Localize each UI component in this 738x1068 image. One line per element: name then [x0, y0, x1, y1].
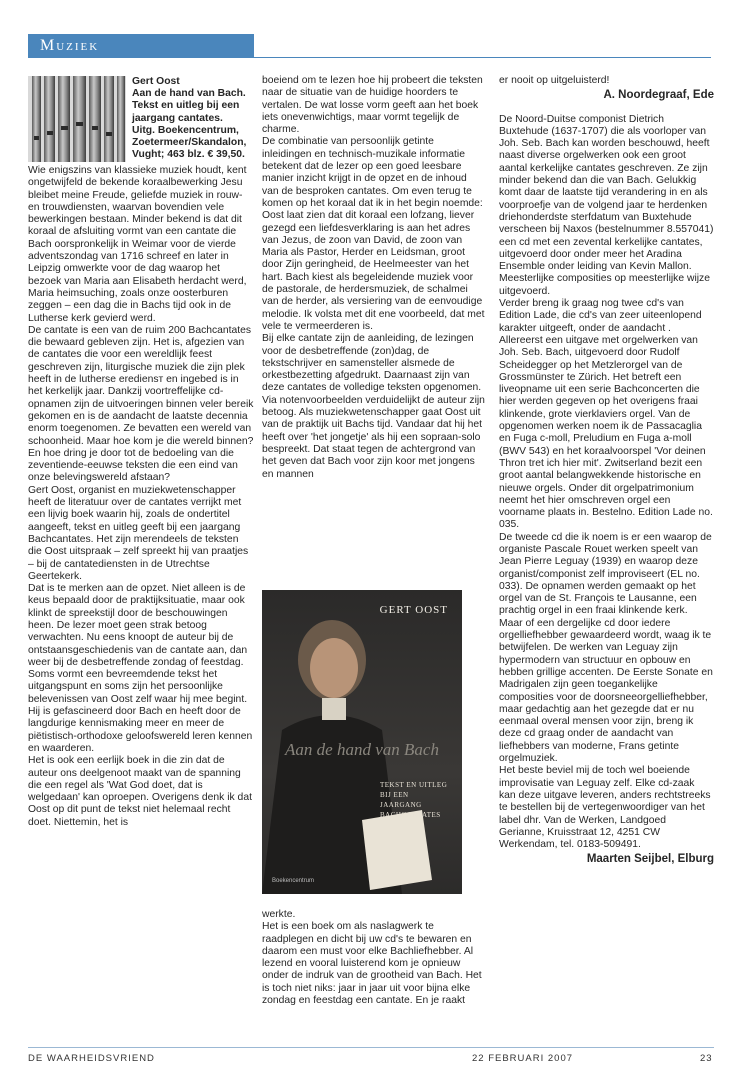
paragraph: Wie enigszins van klassieke muziek houdt, kent ongetwijfeld de bekende koraalbewerking Jesu bleibet meine Freude, geliefde muziek in rouw- en trouwdiensten, waarvan bovendien vele bewerkingen bestaan. Minder bekend is dat dit koraal de afsluiting vormt van een cantate die Bach oorspronkelijk in Weimar voor de vierde adventszondag van 1716 schreef en later in Leipzig omwerkte voor de dag waarop het bezoek van Maria aan Elisabeth herdacht werd, Maria heimsuching, zoals onze oosterburen zeggen – een dag die in Bachs tijd ook in de Lutherse kerk gevierd werd.: [28, 165, 247, 324]
cover-title: Aan de hand van Bach: [285, 740, 439, 759]
paragraph: De Noord-Duitse componist Dietrich Buxtehude (1637-1707) die als voorloper van Joh. Seb. Bach kan worden beschouwd, heeft naast diverse orgelwerken ook een groot aantal kerkelijke cantates geschreven. Ze zijn minder bekend dan die van Bach. Gelukkig komt daar de laatste tijd verandering in en als voorproefje van de volgend jaar te herdenken driehonderdste sterfdatum van Buxtehude verscheen bij Naxos (bestelnummer 8.557041) een cd met een zevental kerkelijke cantates, uitgevoerd door onder meer het Aradina Ensemble onder leiding van Kevin Mallon. Meesterlijke composities op meesterlijke wijze uitgevoerd.: [499, 113, 714, 297]
cover-author: GERT OOST: [379, 604, 448, 616]
cover-publisher: Boekencentrum: [272, 878, 315, 884]
cover-subtitle-line: TEKST EN UITLEG: [380, 781, 448, 789]
cover-subtitle-line: JAARGANG: [380, 801, 422, 809]
page-number: 23: [700, 1053, 713, 1064]
section-label: Muziek: [40, 37, 100, 54]
paragraph: De combinatie van persoonlijk getinte inleidingen en technisch-muzikale informatie betekent dat de lezer op een goed leesbare manier inzicht krijgt in de opzet en de inhoud van de besproken cantates. Om even terug te komen op het koraal dat ik in het begin noemde: Oost laat zien dat dit koraal een lofzang, liever gezegd een liefdesverklaring is aan het adres van Jezus, de zoon van David, de zoon van Maria als Pastor, Herder en Leidsman, groot door Zijn geringheid, de Heelmeester van het hart. Bach kiest als begeleidende muziek voor de pastorale, de herdersmuziek, de schalmei van de herder, als versiering van de eenvoudige melodie. Ik volsta met dit ene voorbeeld, dat met vele te vermeerderen is.: [262, 136, 485, 332]
footer-rule: [28, 1047, 714, 1048]
magazine-name: DE WAARHEIDSVRIEND: [28, 1053, 155, 1064]
paragraph: Het beste beviel mij de toch wel boeiende improvisatie van Leguay zelf. Elke cd-zaak kan deze uitgave leveren, anders rechtstreeks te bestellen bij de vertegenwoordiger van het label dhr. Van de Werken, Landgoed Gerianne, Kruisstraat 12, 4251 CW Werkendam, tel. 0183-509491.: [499, 765, 711, 851]
section-header: [28, 34, 254, 58]
paragraph: Het is een boek om als naslagwerk te raadplegen en dicht bij uw cd's te bewaren en daarom een must voor elke Bachliefhebber. Al lezend en vooral luisterend kom je opnieuw onder de indruk van de grootheid van Bach. Het is toch niet niks: jaar in jaar uit voor bijna elke zondag en feestdag een cantate. En je raakt: [262, 921, 482, 1007]
book-title: Aan de hand van Bach.: [132, 88, 246, 100]
article1-column1: [28, 165, 254, 829]
article2-signature: Maarten Seijbel, Elburg: [586, 853, 714, 866]
cover-subtitle: [380, 780, 447, 820]
book-subtitle: Tekst en uitleg bij een jaargang cantates.: [132, 100, 240, 124]
paragraph: werkte.: [262, 909, 296, 920]
article1-signature: A. Noordegraaf, Ede: [603, 89, 714, 102]
paragraph: Het is ook een eerlijk boek in die zin dat de auteur ons deelgenoot maakt van de spanning die een regel als 'Wat God doet, dat is welgedaan' kan oproepen. Overigens denk ik dat Oost op dit punt de tekst niet helemaal recht doet. Niettemin, het is: [28, 755, 252, 828]
book-author: Gert Oost: [132, 76, 180, 87]
organ-pipes-photo: [28, 76, 126, 162]
book-reference: [132, 76, 254, 161]
article1-column2-continued: [262, 909, 486, 1007]
paragraph: Dat is te merken aan de opzet. Niet alleen is de keus bepaald door de praktijksituatie, maar ook klinkt de spreekstijl door de beschouwingen heen. De lezer moet geen strak betoog verwachten. Nu eens knoopt de auteur bij de ontstaansgeschiedenis van de cantate aan, dan weer bij de desbetreffende zondag of feestdag. Soms vormt een bevreemdende tekst het uitgangspunt en soms zijn het persoonlijke belevenissen van Oost zelf waar hij mee begint. Hij is gefascineerd door Bach en heeft door de langdurige kennismaking meer en meer de piëtistisch-orthodoxe geloofswereld leren kennen en waarderen.: [28, 583, 253, 754]
paragraph: Bij elke cantate zijn de aanleiding, de lezingen voor de desbetreffende (zon)dag, de tekstschrijver en samensteller alsmede de orkestbezetting afgedrukt. Daarnaast zijn van deze cantates de volledige teksten opgenomen. Via notenvoorbeelden verduidelijkt de auteur zijn betoog. Als muziekwetenschapper gaat Oost uit van de praktijk uit Bachs tijd. Vandaar dat hij het heeft over 'het jongetje' als hij een sopraan-solo bespreekt. Dat staat tegen de achtergrond van het geven dat Bach voor zijn koor met jongens en mannen: [262, 333, 485, 480]
book-cover-image: [262, 590, 462, 894]
paragraph: Verder breng ik graag nog twee cd's van Edition Lade, die cd's van zeer uiteenlopend karakter uitgeeft, onder de aandacht . Allereerst een uitgave met orgelwerken van Joh. Seb. Bach, uitgevoerd door Rudolf Scheidegger op het Metzlerorgel van de Grossmünster te Zürich. Het betreft een liveopname uit een serie Bachconcerten die hier werden gegeven op het overigens fraai klinkende, grote vierklaviers orgel. Van de opgenomen werken noem ik de Passacaglia en Fuga c-moll, Preludium en Fuga a-moll (BWV 543) en het koraalvoorspel 'Vor deinen Thron tret ich hier mit'. Zwitserland bezit een groot aantal belangwekkende historische en nieuwe orgels. Onder dit orgelpatrimonium neemt het hier omschreven orgel een voorname plaats in. Bestelno. Edition Lade no. 035.: [499, 298, 713, 531]
cover-subtitle-line: BACHCANTATES: [380, 811, 441, 819]
article1-column2: [262, 75, 486, 481]
column3: [499, 75, 714, 866]
book-publisher: Uitg. Boekencentrum, Zoetermeer/Skandalon, Vught; 463 blz. € 39,50.: [132, 124, 247, 161]
section-rule: [254, 57, 711, 58]
paragraph: er nooit op uitgeluisterd!: [499, 75, 610, 86]
paragraph: De tweede cd die ik noem is er een waarop de organiste Pascale Rouet werken speelt van Jean Pierre Leguay (1939) en waarop deze organist/componist zelf improviseert (EL no. 033). De opnamen werden gemaakt op het orgel van de St. François te Lausanne, een prachtig orgel in een fraai klinkende kerk. Maar of een dergelijke cd door iedere orgelliefhebber gewaardeerd wordt, waag ik te betwijfelen. De werken van Leguay zijn hypermodern van structuur en opbouw en hebben grillige accenten. De Eerste Sonate en Madrigalen zijn geen toegankelijke composities voor de doorsneeorgelliefhebber, maar gedachtig aan het gezegde dat er nu eenmaal overal mensen voor zijn, breng ik deze cd graag onder de aandacht van liefhebbers van moderne, Frans getinte orgelmuziek.: [499, 531, 713, 765]
paragraph: boeiend om te lezen hoe hij probeert die teksten naar de situatie van de huidige hoorders te vertalen. De wat losse vorm geeft aan het boek iets onevenwichtigs, maar vormt tegelijk de charme.: [262, 75, 483, 136]
paragraph: De cantate is een van de ruim 200 Bachcantates die bewaard gebleven zijn. Het is, afgezien van de cantates die voor een wereldlijk feest geschreven zijn, liturgische muziek die zijn plek heeft in de lutherse erediensт en ingebed is in het kerkelijk jaar. Dankzij voortreffelijke cd-opnamen zijn de uitvoeringen binnen veler bereik gekomen en is de aandacht de laatste decennia enorm toegenomen. Ze bevatten een wereld van schoonheid. Maar hoe kom je die wereld binnen? En hoe dring je door tot de bedoeling van die zeventiende-eeuwse teksten die een eind van onze belevingswereld afstaan?: [28, 324, 254, 484]
paragraph: Gert Oost, organist en muziekwetenschapper heeft de literatuur over de cantates verrijkt met een lijvig boek waarin hij, zoals de ondertitel aangeeft, tekst en uitleg geeft bij een jaargang Bachcantates. Het zijn merendeels de teksten die Oost uitspraak – zelf spreekt hij van praatjes – bij de cantatediensten in de Utrechtse Geertekerk.: [28, 484, 249, 582]
issue-date: 22 FEBRUARI 2007: [472, 1053, 574, 1064]
cover-subtitle-line: BIJ EEN: [380, 791, 409, 799]
